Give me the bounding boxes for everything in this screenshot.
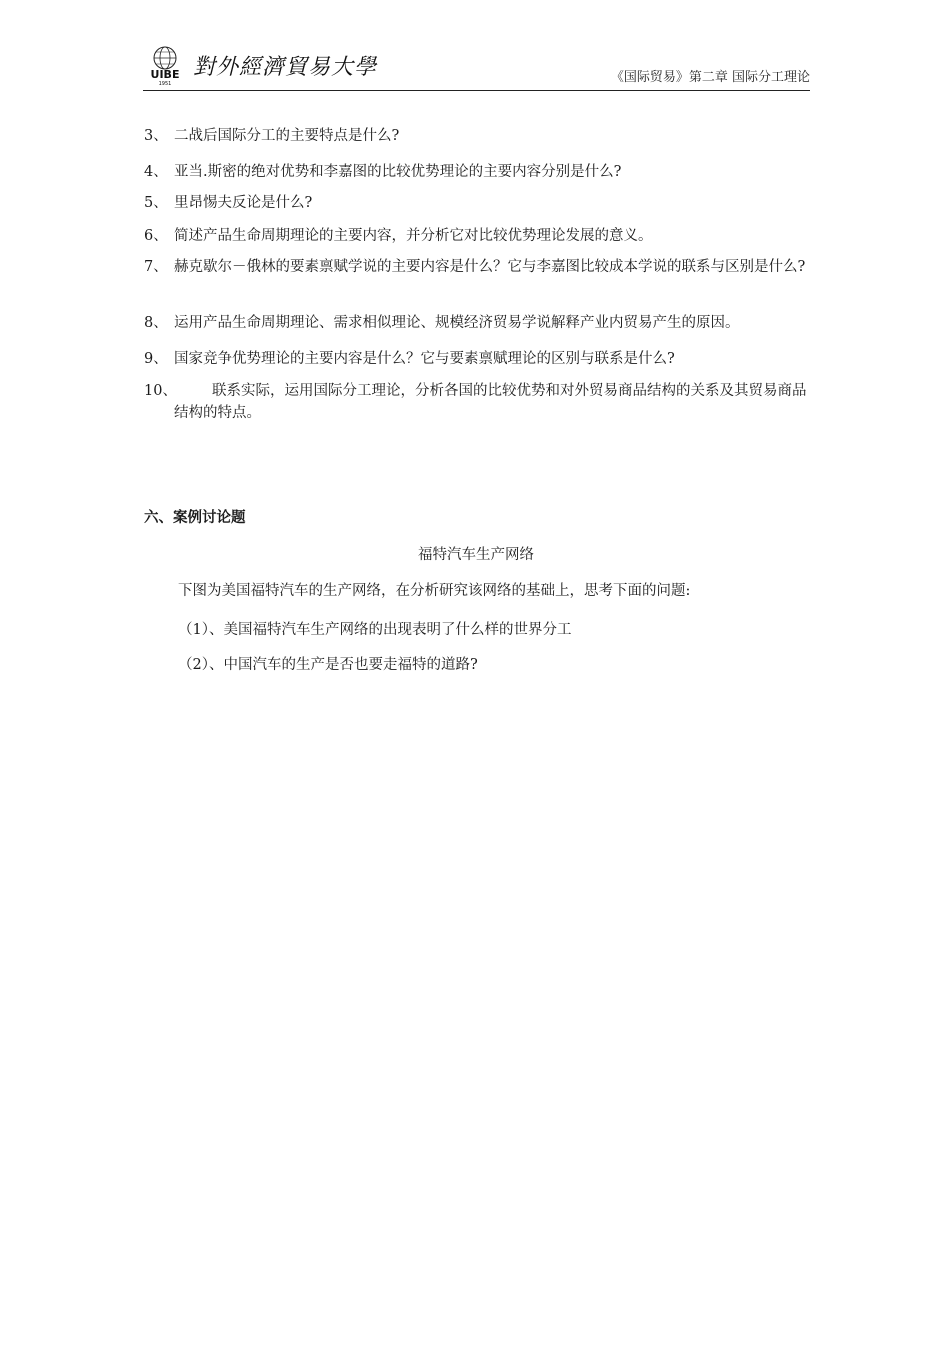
logo-year: 1951 [158,81,172,86]
case-intro: 下图为美国福特汽车的生产网络，在分析研究该网络的基础上，思考下面的问题: [178,583,691,599]
question-item [144,161,812,183]
question-item [144,125,812,147]
question-number: 9、 [144,351,168,367]
university-name: 對外經濟貿易大學 [193,55,378,80]
question-item [144,312,812,334]
question-number: 5、 [144,195,168,211]
question-number: 4、 [144,164,168,180]
question-item [144,380,812,424]
question-text: 简述产品生命周期理论的主要内容，并分析它对比较优势理论发展的意义。 [174,228,653,244]
question-text: 联系实际，运用国际分工理论，分析各国的比较优势和对外贸易商品结构的关系及其贸易商品结构的特点。 [174,383,807,421]
university-logo-icon [143,44,187,86]
question-text: 二战后国际分工的主要特点是什么? [174,128,400,144]
case-question-1: （1）、美国福特汽车生产网络的出现表明了什么样的世界分工 [178,622,572,638]
question-item [144,256,812,278]
question-number: 7、 [144,259,168,275]
question-item [144,348,812,370]
chapter-title: 《国际贸易》第二章 国际分工理论 [610,70,810,85]
section-heading: 六、案例讨论题 [144,510,246,526]
question-item [144,225,812,247]
logo-abbrev: UIBE [150,68,180,81]
case-question-2: （2）、中国汽车的生产是否也要走福特的道路? [178,657,478,673]
question-number: 6、 [144,228,168,244]
case-title: 福特汽车生产网络 [418,547,534,563]
question-text: 赫克歇尔－俄林的要素禀赋学说的主要内容是什么？它与李嘉图比较成本学说的联系与区别是什么? [174,259,806,275]
question-text: 国家竞争优势理论的主要内容是什么？它与要素禀赋理论的区别与联系是什么? [174,351,675,367]
question-text: 里昂惕夫反论是什么? [174,195,313,211]
page-header [143,40,810,91]
question-text: 亚当.斯密的绝对优势和李嘉图的比较优势理论的主要内容分别是什么? [174,164,622,180]
question-number: 10、 [144,383,177,399]
question-number: 3、 [144,128,168,144]
question-number: 8、 [144,315,168,331]
question-item [144,192,812,214]
question-text: 运用产品生命周期理论、需求相似理论、规模经济贸易学说解释产业内贸易产生的原因。 [174,315,740,331]
